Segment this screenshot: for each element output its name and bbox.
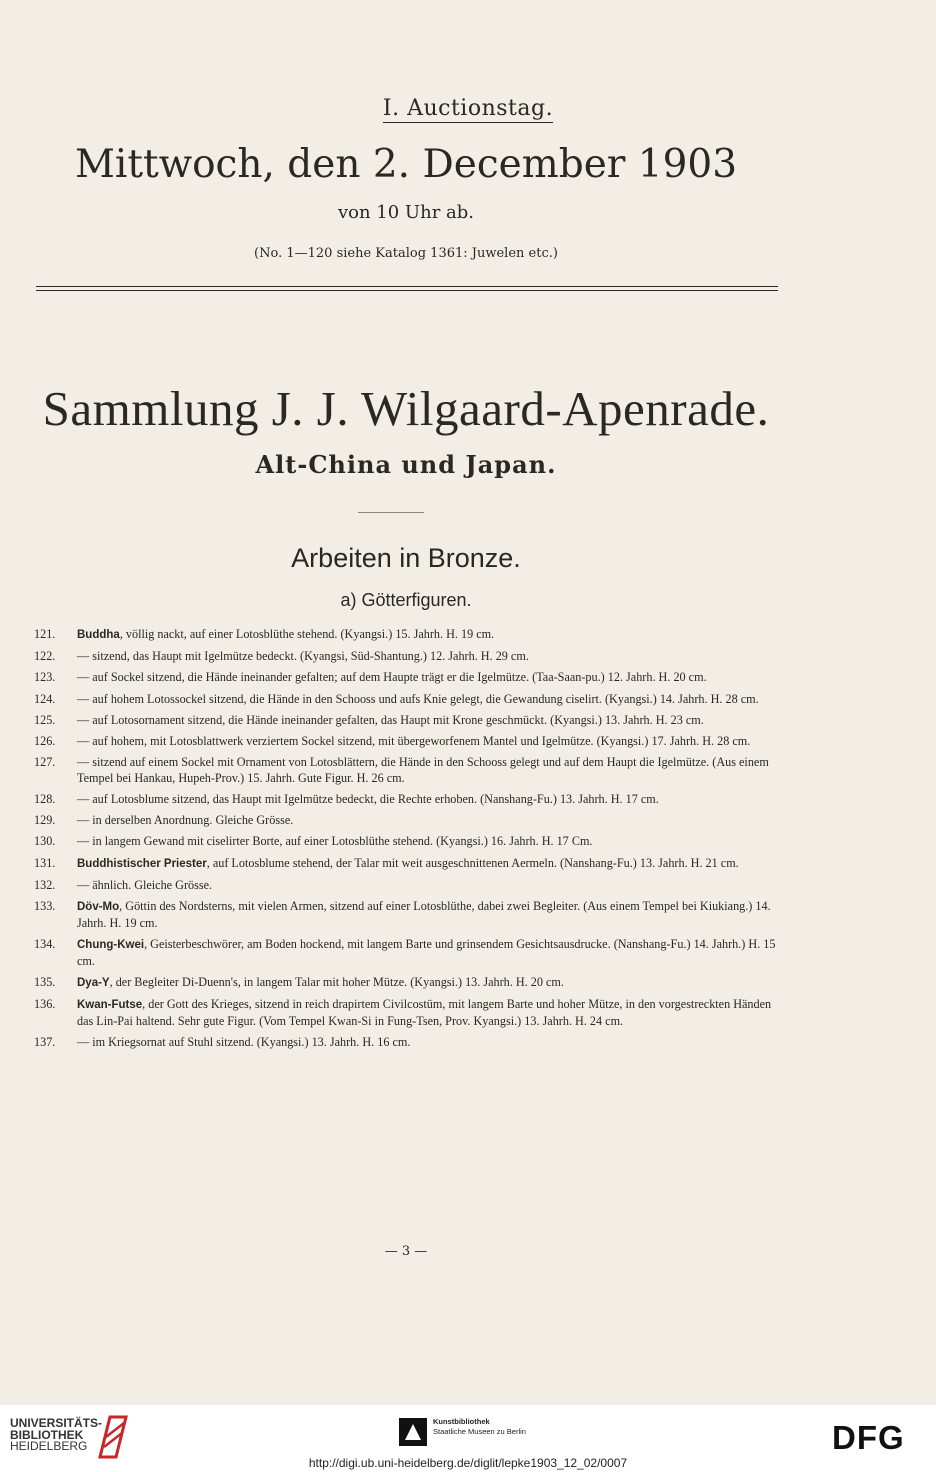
catalog-entries bbox=[34, 627, 782, 1056]
entry-number: 125. bbox=[34, 712, 56, 727]
entry-description bbox=[77, 813, 293, 827]
entry-text: — in derselben Anordnung. Gleiche Grösse. bbox=[77, 813, 294, 828]
entry-description bbox=[77, 937, 775, 968]
kb-line-2: Staatliche Museen zu Berlin bbox=[433, 1427, 526, 1436]
entry-number: 129. bbox=[34, 813, 56, 828]
auction-time: von 10 Uhr ab. bbox=[337, 202, 474, 223]
entry-number: 137. bbox=[34, 1035, 56, 1050]
entry-description bbox=[77, 856, 739, 870]
entry-number: 128. bbox=[34, 792, 56, 807]
footer-bar bbox=[0, 1405, 936, 1472]
ub-line-1: UNIVERSITÄTS- bbox=[10, 1416, 103, 1430]
entry-text: — auf hohem, mit Lotosblattwerk verziertem Sockel sitzend, mit übergeworfenem Mantel und Igelmütze. (Kyangsi.) 17. Jahrh. H. 28 cm. bbox=[77, 733, 751, 748]
entry-text: — auf Lotosblume sitzend, das Haupt mit Igelmütze bedeckt, die Rechte erhoben. (Nanshang-Fu.) 13. Jahrh. H. 17 cm. bbox=[77, 792, 659, 807]
catalog-entry bbox=[34, 649, 782, 665]
entry-number: 133. bbox=[34, 899, 56, 914]
entry-text: — sitzend auf einem Sockel mit Ornament von Lotosblättern, die Hände in den Schooss gelegt und auf dem Haupt die Igelmütze. (Aus einem Tempel bei Hankau, Hupeh-Prov.) 15. Jahrh. Gute Figur. H. 26 cm. bbox=[77, 755, 769, 785]
entry-description bbox=[77, 899, 771, 930]
section-divider bbox=[358, 512, 424, 513]
entry-text: — ähnlich. Gleiche Grösse. bbox=[77, 877, 213, 892]
catalog-entry bbox=[34, 713, 782, 729]
entry-description bbox=[77, 713, 704, 727]
collection-subtitle: Alt-China und Japan. bbox=[255, 450, 557, 479]
entry-number: 134. bbox=[34, 937, 56, 952]
entry-text: , der Gott des Krieges, sitzend in reich drapirtem Civilcostüm, mit langem Barte und hoher Mütze, in den vorgestreckten Händen das Lin-Pai haltend. Sehr gute Figur. (Vom Tempel Kwan-Si in Fung-Tsen, Prov. Kyangsi.) 13. Jahrh. H. 24 cm. bbox=[77, 997, 772, 1028]
entry-text: , Geisterbeschwörer, am Boden hockend, mit langem Barte und grinsendem Gesichtsausdrucke. (Nanshang-Fu.) 14. Jahrh.) H. 15 cm. bbox=[77, 937, 776, 968]
subsection-title: a) Götterfiguren. bbox=[340, 590, 472, 610]
catalog-entry bbox=[34, 792, 782, 808]
divider-top bbox=[36, 286, 778, 287]
catalog-entry bbox=[34, 692, 782, 708]
kunstbibliothek-text[interactable] bbox=[433, 1417, 526, 1437]
entry-text: , Göttin des Nordsterns, mit vielen Armen, sitzend auf einer Lotosblüthe, dabei zwei Begleiter. (Aus einem Tempel bei Kiukiang.) 14. Jahrh. H. 19 cm. bbox=[77, 899, 771, 930]
entry-number: 131. bbox=[34, 855, 56, 870]
entry-description bbox=[77, 997, 771, 1028]
catalog-entry bbox=[34, 878, 782, 894]
entry-text: , der Begleiter Di-Duenn's, in langem Talar mit hoher Mütze. (Kyangsi.) 13. Jahrh. H. 20 cm. bbox=[109, 975, 564, 990]
catalog-entry bbox=[34, 734, 782, 750]
kunstbibliothek-logo-icon bbox=[399, 1418, 427, 1446]
entry-number: 123. bbox=[34, 670, 56, 685]
entry-description bbox=[77, 670, 707, 684]
entry-description bbox=[77, 792, 659, 806]
entry-number: 124. bbox=[34, 691, 56, 706]
ub-heidelberg-logo-text[interactable] bbox=[10, 1418, 102, 1453]
entry-text: — im Kriegsornat auf Stuhl sitzend. (Kyangsi.) 13. Jahrh. H. 16 cm. bbox=[77, 1035, 411, 1050]
entry-number: 126. bbox=[34, 733, 56, 748]
entry-text: — sitzend, das Haupt mit Igelmütze bedeckt. (Kyangsi, Süd-Shantung.) 12. Jahrh. H. 29 cm. bbox=[77, 649, 529, 664]
dfg-logo[interactable]: DFG bbox=[832, 1419, 905, 1456]
catalog-entry bbox=[34, 813, 782, 829]
section-title: Arbeiten in Bronze. bbox=[291, 543, 521, 573]
catalog-entry bbox=[34, 856, 782, 873]
entry-description bbox=[77, 692, 759, 706]
entry-description bbox=[77, 627, 494, 641]
entry-text: — auf Lotosornament sitzend, die Hände ineinander gefalten, das Haupt mit Krone geschmückt. (Kyangsi.) 13. Jahrh. H. 23 cm. bbox=[77, 712, 704, 727]
catalog-entry bbox=[34, 899, 782, 932]
entry-number: 122. bbox=[34, 649, 56, 664]
catalog-note: (No. 1—120 siehe Katalog 1361: Juwelen etc.) bbox=[254, 246, 558, 261]
source-url[interactable]: http://digi.ub.uni-heidelberg.de/diglit/lepke1903_12_02/0007 bbox=[308, 1456, 628, 1470]
catalog-entry bbox=[34, 975, 782, 992]
entry-description bbox=[77, 834, 592, 848]
catalog-entry bbox=[34, 670, 782, 686]
entry-text: — auf hohem Lotossockel sitzend, die Hände in den Schooss und aufs Knie gelegt, die Gewandung ciselirt. (Kyangsi.) 14. Jahrh. H. 28 cm. bbox=[77, 691, 759, 706]
ub-line-3: HEIDELBERG bbox=[10, 1439, 88, 1453]
entry-description bbox=[77, 734, 750, 748]
entry-text: , völlig nackt, auf einer Lotosblüthe stehend. (Kyangsi.) 15. Jahrh. H. 19 cm. bbox=[119, 627, 495, 641]
ub-logo-icon bbox=[96, 1413, 130, 1461]
entry-subject: Buddha bbox=[77, 629, 120, 641]
entry-description bbox=[77, 755, 769, 785]
entry-number: 130. bbox=[34, 834, 56, 849]
entry-subject: Dya-Y bbox=[77, 977, 110, 990]
catalog-entry bbox=[34, 627, 782, 644]
entry-number: 121. bbox=[34, 627, 56, 641]
entry-subject: Döv-Mo bbox=[77, 901, 120, 914]
auction-day-heading: I. Auctionstag. bbox=[382, 96, 554, 121]
collection-title: Sammlung J. J. Wilgaard-Apenrade. bbox=[42, 381, 770, 436]
entry-number: 127. bbox=[34, 755, 56, 770]
entry-description bbox=[77, 649, 529, 663]
catalog-entry bbox=[34, 997, 782, 1030]
entry-text: — in langem Gewand mit ciselirter Borte, auf einer Lotosblüthe stehend. (Kyangsi.) 16. Jahrh. H. 17 Cm. bbox=[77, 834, 593, 849]
kb-line-1: Kunstbibliothek bbox=[433, 1417, 490, 1426]
entry-number: 136. bbox=[34, 997, 56, 1012]
entry-description bbox=[77, 975, 564, 989]
entry-subject: Kwan-Futse bbox=[77, 999, 143, 1012]
entry-description bbox=[77, 878, 212, 892]
entry-text: , auf Lotosblume stehend, der Talar mit weit ausgeschnittenen Aermeln. (Nanshang-Fu.) 13. Jahrh. H. 21 cm. bbox=[206, 855, 739, 870]
divider-bottom bbox=[36, 290, 778, 291]
catalog-entry bbox=[34, 937, 782, 970]
entry-number: 135. bbox=[34, 975, 56, 990]
entry-text: — auf Sockel sitzend, die Hände ineinander gefalten; auf dem Haupte trägt er die Igelmütze. (Taa-Saan-pu.) 12. Jahrh. H. 20 cm. bbox=[77, 670, 707, 685]
catalog-entry bbox=[34, 755, 782, 787]
entry-subject: Buddhistischer Priester bbox=[77, 857, 207, 870]
entry-number: 132. bbox=[34, 877, 56, 892]
page-number: — 3 — bbox=[384, 1244, 428, 1259]
auction-date: Mittwoch, den 2. December 1903 bbox=[74, 142, 738, 187]
entry-subject: Chung-Kwei bbox=[77, 939, 145, 952]
ub-line-2: BIBLIOTHEK bbox=[10, 1427, 84, 1442]
catalog-entry bbox=[34, 834, 782, 850]
catalog-entry bbox=[34, 1035, 782, 1051]
entry-description bbox=[77, 1035, 410, 1049]
